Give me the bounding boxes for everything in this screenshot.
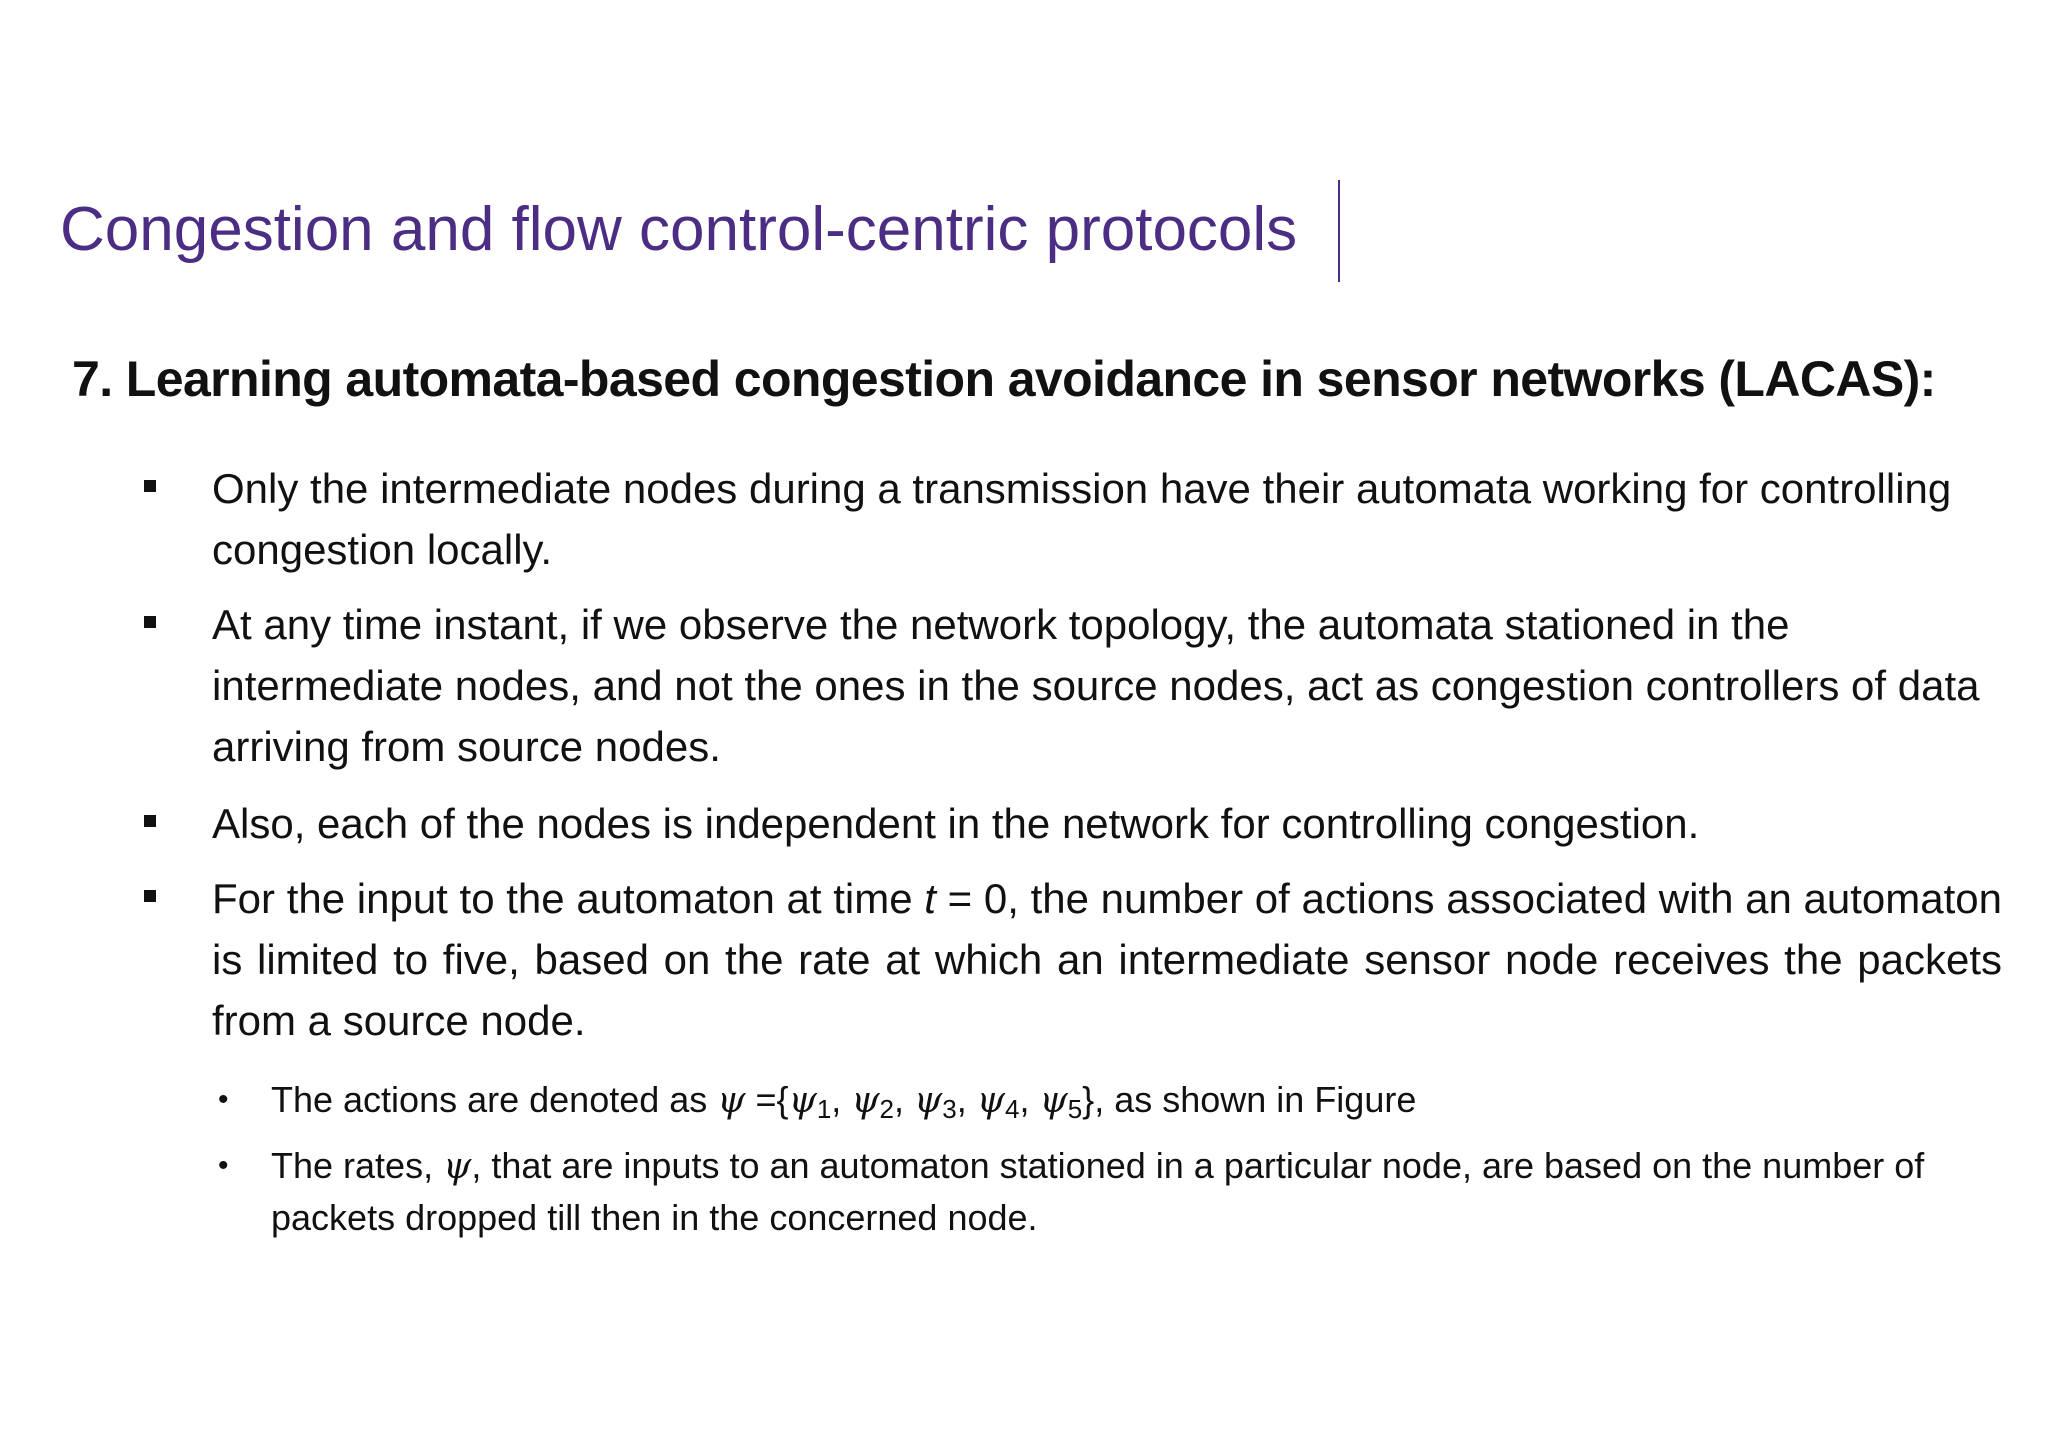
separator: ,: [894, 1079, 915, 1120]
dot-bullet-icon: •: [218, 1083, 229, 1116]
bullet-text: At any time instant, if we observe the network topology, the automata stationed in the intermediate nodes, and not the ones in the source nodes, act as congestion controllers of data arriving from source nodes.: [212, 601, 1980, 770]
bullet-text-end: = 0, the number of actions associated with an automaton is limited to five, based on the rate at which an intermediate sensor node receives the packets from a source node.: [212, 875, 2003, 1044]
subscript: 1: [816, 1094, 832, 1124]
sub-bullet-text: The actions are denoted as: [271, 1079, 718, 1120]
bullet-item-1: [212, 458, 2002, 580]
psi-symbol: ψ: [717, 1080, 746, 1121]
bullet-item-2: [212, 594, 2002, 777]
psi-symbol: ψ: [976, 1080, 1005, 1121]
square-bullet-icon: [144, 616, 156, 628]
bullet-text-start: For the input to the automaton at time: [212, 875, 925, 922]
subscript: 5: [1067, 1094, 1083, 1124]
text-cursor: [1338, 180, 1340, 282]
close-brace: }: [1082, 1079, 1095, 1120]
section-heading: 7. Learning automata-based congestion avoidance in sensor networks (LACAS):: [72, 351, 1936, 407]
sub-bullet-item-1: [218, 1074, 1961, 1126]
subscript: 3: [942, 1094, 957, 1124]
square-bullet-icon: [144, 890, 156, 902]
subscript: 2: [879, 1094, 895, 1124]
bullet-item-4: [212, 868, 2002, 1051]
separator: ,: [1019, 1079, 1040, 1120]
subscript: 4: [1004, 1094, 1020, 1124]
slide-title[interactable]: Congestion and flow control-centric protocols: [60, 195, 1298, 264]
bullet-item-3: [212, 793, 2002, 854]
psi-symbol: ψ: [851, 1080, 880, 1121]
psi-symbol: ψ: [443, 1146, 472, 1187]
psi-symbol: ψ: [1039, 1080, 1068, 1121]
sub-bullet-text: , as shown in Figure: [1094, 1079, 1417, 1120]
time-variable: t: [924, 875, 936, 922]
square-bullet-icon: [144, 480, 156, 492]
sub-bullet-text: The rates,: [271, 1145, 444, 1186]
bullet-text: Also, each of the nodes is independent in the network for controlling congestion.: [212, 800, 1700, 847]
square-bullet-icon: [144, 815, 156, 827]
separator: ,: [956, 1079, 977, 1120]
dot-bullet-icon: •: [218, 1149, 229, 1182]
psi-symbol: ψ: [914, 1080, 943, 1121]
psi-symbol: ψ: [788, 1080, 817, 1121]
sub-bullet-text: , that are inputs to an automaton stationed in a particular node, are based on the number of packets dropped till then in the concerned node.: [271, 1145, 1925, 1238]
separator: ,: [831, 1079, 852, 1120]
bullet-text: Only the intermediate nodes during a transmission have their automata working for controlling congestion locally.: [212, 465, 1952, 573]
sub-bullet-item-2: [218, 1140, 1961, 1243]
equals-brace: ={: [745, 1079, 789, 1120]
